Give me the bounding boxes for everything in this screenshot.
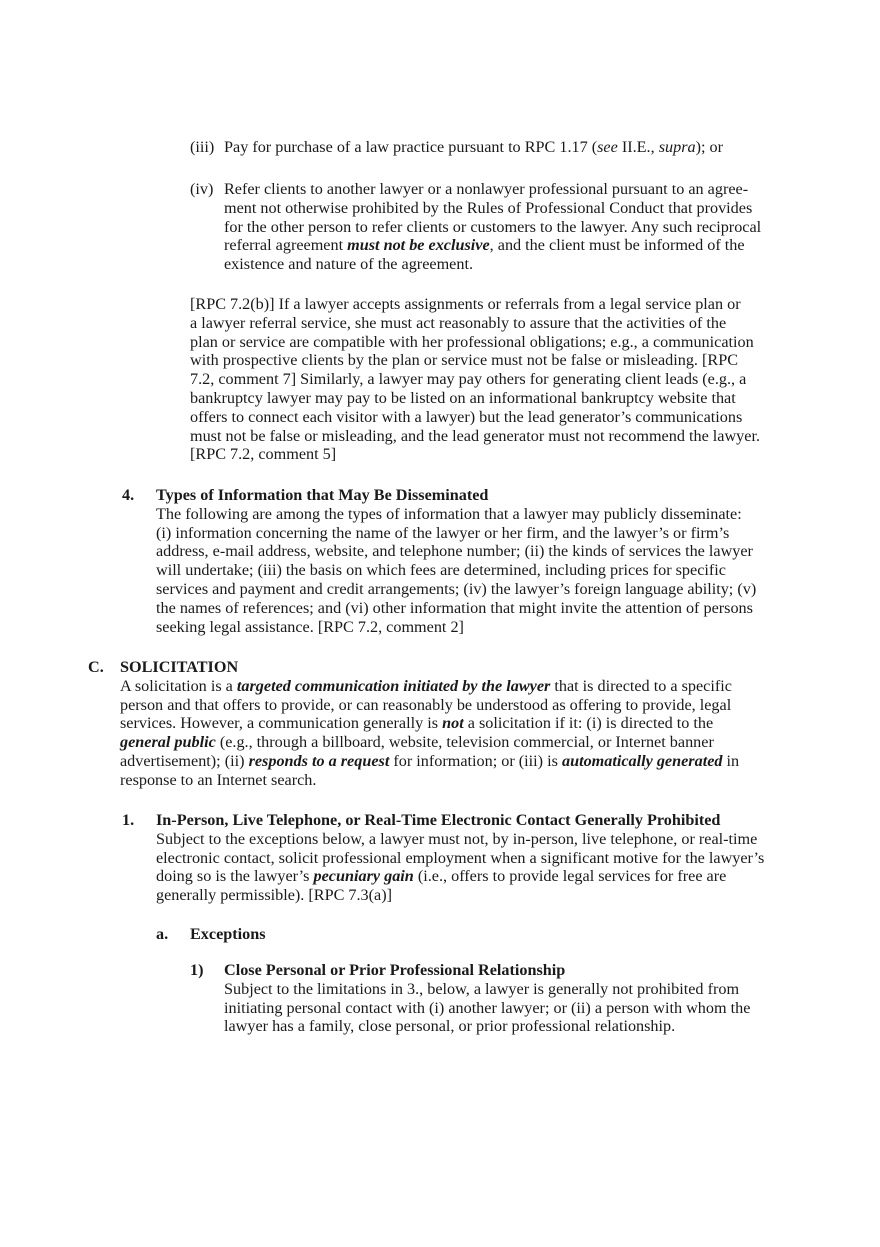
section-c xyxy=(120,658,739,790)
text-line xyxy=(120,714,739,733)
text-line xyxy=(224,236,761,255)
text-run: address, e-mail address, website, and telephone number; (ii) the kinds of services the lawyer xyxy=(156,542,753,561)
text-line xyxy=(120,733,739,752)
section-c1a1 xyxy=(224,961,750,1036)
italic-text: supra xyxy=(658,138,696,156)
section-c-number: C. xyxy=(88,658,104,676)
text-run: 7.2, comment 7] Similarly, a lawyer may pay others for generating client leads (e.g., a xyxy=(190,370,747,389)
text-run: ); or xyxy=(695,138,724,156)
text-run: person and that offers to provide, or can reasonably be understood as offering to provide, legal xyxy=(120,695,732,714)
section-4 xyxy=(156,486,756,636)
rpc-7-2-b-paragraph xyxy=(190,295,760,464)
text-run: a lawyer referral service, she must act reasonably to assure that the activities of the xyxy=(190,313,727,332)
italic-text: see xyxy=(597,138,618,156)
text-line xyxy=(190,408,760,427)
text-run: will undertake; (iii) the basis on which fees are determined, including prices for specific xyxy=(156,561,726,580)
text-line xyxy=(156,830,764,849)
text-run: services. However, a communication generally is xyxy=(120,714,443,733)
text-line xyxy=(190,295,760,314)
text-line xyxy=(120,752,739,771)
text-run: ment not otherwise prohibited by the Rules of Professional Conduct that provides xyxy=(224,198,753,217)
text-line xyxy=(156,599,756,618)
section-4-heading: Types of Information that May Be Disseminated xyxy=(156,486,489,504)
text-run: (e.g., through a billboard, website, television commercial, or Internet banner xyxy=(215,733,714,752)
text-line xyxy=(120,696,739,715)
text-line xyxy=(224,180,761,199)
text-run: Subject to the exceptions below, a lawyer must not, by in-person, live telephone, or real-time xyxy=(156,829,758,848)
text-run: for the other person to refer clients or customers to the lawyer. Any such reciprocal xyxy=(224,217,762,236)
text-line xyxy=(190,333,760,352)
text-line xyxy=(224,199,761,218)
text-line xyxy=(190,445,760,464)
text-run: (i.e., offers to provide legal services for free are xyxy=(413,867,727,886)
text-run: Pay for purchase of a law practice pursuant to RPC 1.17 ( xyxy=(224,138,598,156)
emphasized-text: not xyxy=(442,714,464,733)
text-line xyxy=(156,580,756,599)
text-line xyxy=(224,218,761,237)
text-line xyxy=(190,351,760,370)
text-run: that is directed to a specific xyxy=(550,676,732,695)
emphasized-text: general public xyxy=(120,733,216,752)
text-line xyxy=(156,561,756,580)
text-run: seeking legal assistance. [RPC 7.2, comment 2] xyxy=(156,617,464,636)
text-run: services and payment and credit arrangements; (iv) the lawyer’s foreign language ability; (v) xyxy=(156,579,757,598)
text-line xyxy=(156,886,764,905)
list-marker-iv: (iv) xyxy=(190,180,214,198)
section-c1-body xyxy=(156,830,764,905)
text-line xyxy=(120,677,739,696)
text-line xyxy=(224,980,750,999)
section-c1a1-body xyxy=(224,980,750,1036)
emphasized-text: pecuniary gain xyxy=(313,867,414,886)
section-c1 xyxy=(156,811,764,905)
section-4-number: 4. xyxy=(122,486,135,504)
list-item-iii xyxy=(224,138,723,157)
text-run: a solicitation if it: (i) is directed to the xyxy=(463,714,714,733)
text-run: A solicitation is a xyxy=(120,676,237,695)
text-run: The following are among the types of information that a lawyer may publicly disseminate: xyxy=(156,504,742,523)
text-line xyxy=(156,505,756,524)
text-run: Refer clients to another lawyer or a nonlawyer professional pursuant to an agree- xyxy=(224,180,749,198)
text-line xyxy=(190,389,760,408)
section-c1-number: 1. xyxy=(122,811,135,829)
section-c1a1-heading: Close Personal or Prior Professional Relationship xyxy=(224,961,566,979)
section-4-body xyxy=(156,505,756,637)
text-run: Subject to the limitations in 3., below, a lawyer is generally not prohibited from xyxy=(224,979,740,998)
section-c1-heading: In-Person, Live Telephone, or Real-Time Electronic Contact Generally Prohibited xyxy=(156,811,721,829)
text-run: response to an Internet search. xyxy=(120,770,317,789)
text-run: II.E., xyxy=(617,138,659,156)
text-line xyxy=(156,524,756,543)
text-run: electronic contact, solicit professional employment when a significant motive for the lawyer’s xyxy=(156,848,765,867)
text-run: plan or service are compatible with her professional obligations; e.g., a communication xyxy=(190,332,754,351)
list-marker-iii: (iii) xyxy=(190,138,215,156)
text-run: bankruptcy lawyer may pay to be listed on an informational bankruptcy website that xyxy=(190,388,736,407)
text-run: (i) information concerning the name of the lawyer or her firm, and the lawyer’s or firm’s xyxy=(156,523,730,542)
text-line xyxy=(156,618,756,637)
text-line xyxy=(120,771,739,790)
emphasized-text: targeted communication initiated by the lawyer xyxy=(236,676,551,695)
text-line xyxy=(224,255,761,274)
text-run: in xyxy=(722,751,740,770)
section-c1a-heading: Exceptions xyxy=(190,925,266,943)
text-run: must not be false or misleading, and the lead generator must not recommend the lawyer. xyxy=(190,426,760,445)
text-run: doing so is the lawyer’s xyxy=(156,867,314,886)
emphasized-text: responds to a request xyxy=(248,751,390,770)
text-run: existence and nature of the agreement. xyxy=(224,255,473,274)
text-run: advertisement); (ii) xyxy=(120,751,249,770)
text-run: for information; or (iii) is xyxy=(389,751,562,770)
section-c-heading: SOLICITATION xyxy=(120,658,239,676)
text-line xyxy=(224,1017,750,1036)
text-line xyxy=(156,849,764,868)
text-run: referral agreement xyxy=(224,236,348,255)
text-run: initiating personal contact with (i) another lawyer; or (ii) a person with whom the xyxy=(224,998,751,1017)
section-c-body xyxy=(120,677,739,790)
section-c1a-number: a. xyxy=(156,925,169,943)
text-run: lawyer has a family, close personal, or prior professional relationship. xyxy=(224,1017,676,1036)
text-line xyxy=(156,867,764,886)
emphasized-text: must not be exclusive xyxy=(347,236,490,255)
text-line xyxy=(156,542,756,561)
text-run: generally permissible). [RPC 7.3(a)] xyxy=(156,886,393,905)
text-line xyxy=(190,370,760,389)
text-line xyxy=(190,427,760,446)
text-run: with prospective clients by the plan or service must not be false or misleading. [RPC xyxy=(190,351,739,370)
text-line xyxy=(224,999,750,1018)
text-run: , and the client must be informed of the xyxy=(489,236,745,255)
text-run: offers to connect each visitor with a lawyer) but the lead generator’s communications xyxy=(190,407,743,426)
emphasized-text: automatically generated xyxy=(561,751,723,770)
text-line xyxy=(190,314,760,333)
text-line xyxy=(224,138,723,157)
text-run: the names of references; and (vi) other information that might invite the attention of persons xyxy=(156,598,753,617)
text-run: [RPC 7.2, comment 5] xyxy=(190,445,337,464)
section-c1a1-number: 1) xyxy=(190,961,204,979)
text-run: [RPC 7.2(b)] If a lawyer accepts assignments or referrals from a legal service plan or xyxy=(190,295,741,313)
list-item-iv xyxy=(224,180,761,274)
